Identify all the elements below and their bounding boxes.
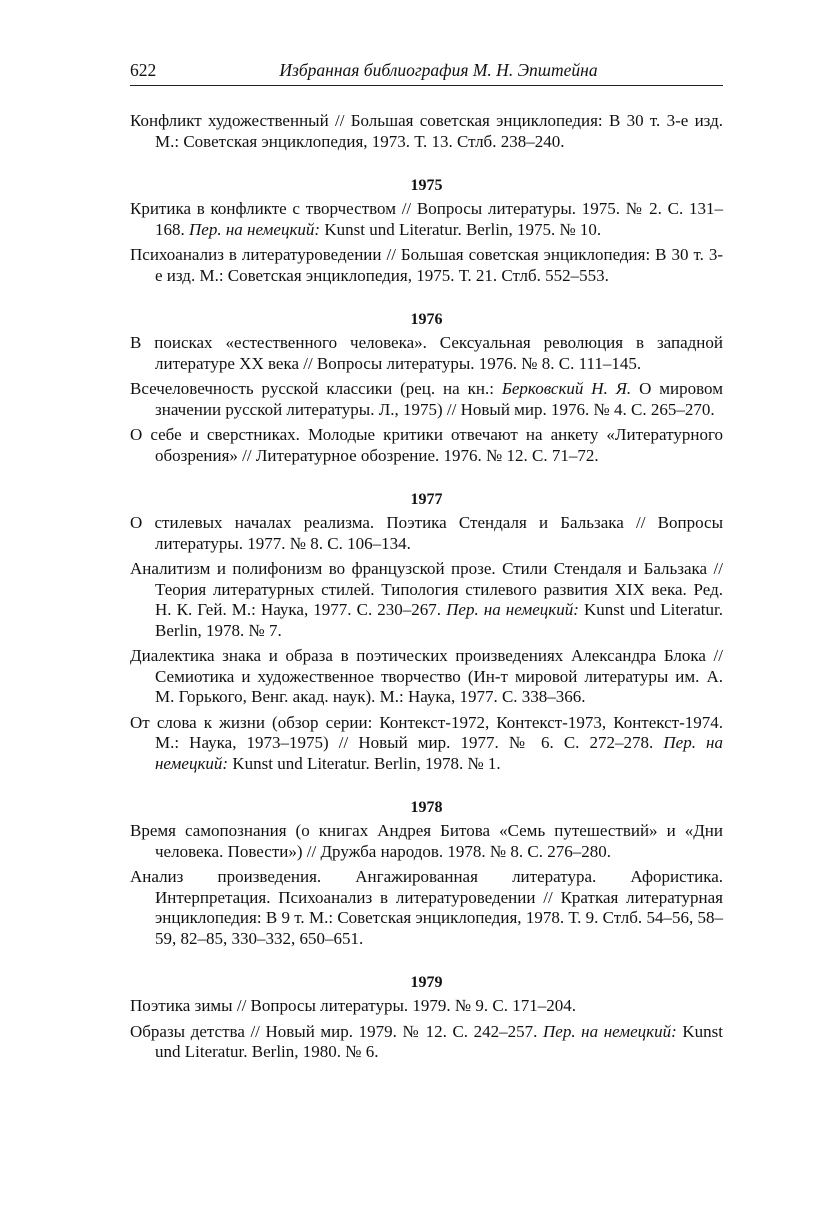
entry-text: Критика в конфликте с творчеством // Вопросы литературы. 1975. № 2. С. 131–168. [130,199,723,239]
entry-italic-text: Пер. на немецкий: [543,1021,677,1041]
bibliography-entry [130,867,723,949]
entry-text: О стилевых началах реализма. Поэтика Стендаля и Бальзака // Вопросы литературы. 1977. № 8. С. 106–134. [130,513,723,553]
year-heading: 1978 [410,799,443,816]
bibliography-entry [130,379,723,420]
bibliography-entry [130,559,723,641]
entry-italic-text: Пер. на немецкий: [446,600,579,619]
bibliography-entry [130,111,723,152]
page-number: 622 [130,60,157,80]
entry-text: От слова к жизни (обзор серии: Контекст-1972, Контекст-1973, Контекст-1974. М.: Наука, 1973–1975) // Новый мир. 1977. № 6. С. 272–278. [130,712,723,752]
entry-text: Конфликт художественный // Большая советская энциклопедия: В 30 т. 3-е изд. М.: Советская энциклопедия, 1973. Т. 13. Стлб. 238–240. [130,111,723,151]
entry-text: Всечеловечность русской классики (рец. на кн.: [130,379,502,398]
bibliography-entry [130,425,723,466]
entry-text: Поэтика зимы // Вопросы литературы. 1979. № 9. С. 171–204. [130,996,576,1015]
bibliography-entry [130,996,723,1017]
entry-text: Образы детства // Новый мир. 1979. № 12. С. 242–257. [130,1021,544,1041]
year-heading: 1975 [410,177,443,194]
running-header [130,58,723,86]
bibliography-entry [130,821,723,862]
entry-text: Время самопознания (о книгах Андрея Битова «Семь путешествий» и «Дни человека. Повести») // Дружба народов. 1978. № 8. С. 276–280. [130,821,723,861]
bibliography-entry [130,1022,723,1063]
year-heading: 1979 [410,974,443,991]
entry-text: Психоанализ в литературоведении // Большая советская энциклопедия: В 30 т. 3-е изд. М.: Советская энциклопедия, 1975. Т. 21. Стлб. 552–553. [130,245,723,285]
bibliography-entry [130,245,723,286]
bibliography-entry [130,513,723,554]
running-title: Избранная библиография М. Н. Эпштейна [279,60,598,80]
entry-text: Kunst und Literatur. Berlin, 1978. № 7. [155,600,723,640]
year-heading: 1977 [410,491,443,508]
entry-text: Kunst und Literatur. Berlin, 1978. № 1. [228,753,501,773]
entry-text: Аналитизм и полифонизм во французской прозе. Стили Стендаля и Бальзака // Теория литературных стилей. Типология стилевого развития XIX века. Ред. Н. К. Гей. М.: Наука, 1977. С. 230–267. [130,559,723,619]
document-page [130,58,723,1068]
entry-text: Kunst und Literatur. Berlin, 1980. № 6. [155,1021,723,1061]
entry-text: О себе и сверстниках. Молодые критики отвечают на анкету «Литературного обозрения» // Литературное обозрение. 1976. № 12. С. 71–72. [130,425,723,465]
bibliography-entry [130,199,723,240]
bibliography-entry [130,646,723,708]
bibliography-entry [130,713,723,775]
entry-italic-text: Берковский Н. Я. [501,379,632,398]
year-heading: 1976 [410,311,443,328]
entry-italic-text: Пер. на немецкий: [189,219,321,239]
entry-text: Kunst und Literatur. Berlin, 1975. № 10. [320,219,602,239]
entry-text: В поисках «естественного человека». Сексуальная революция в западной литературе XX века // Вопросы литературы. 1976. № 8. С. 111–145. [130,333,723,373]
entry-text: Диалектика знака и образа в поэтических произведениях Александра Блока // Семиотика и художественное творчество (Ин-т мировой литературы им. А. М. Горького, Венг. акад. наук). М.: Наука, 1977. С. 338–366. [130,646,723,706]
bibliography-body [130,111,723,1063]
bibliography-entry [130,333,723,374]
entry-text: Анализ произведения. Ангажированная литература. Афористика. Интерпретация. Психоанализ в литературоведении // Краткая литературная энциклопедия: В 9 т. М.: Советская энциклопедия, 1978. Т. 9. Стлб. 54–56, 58–59, 82–85, 330–332, 650–651. [130,867,723,948]
entry-text: О мировом значении русской литературы. Л., 1975) // Новый мир. 1976. № 4. С. 265–270. [155,379,723,419]
entry-italic-text: Пер. на немецкий: [155,733,723,773]
